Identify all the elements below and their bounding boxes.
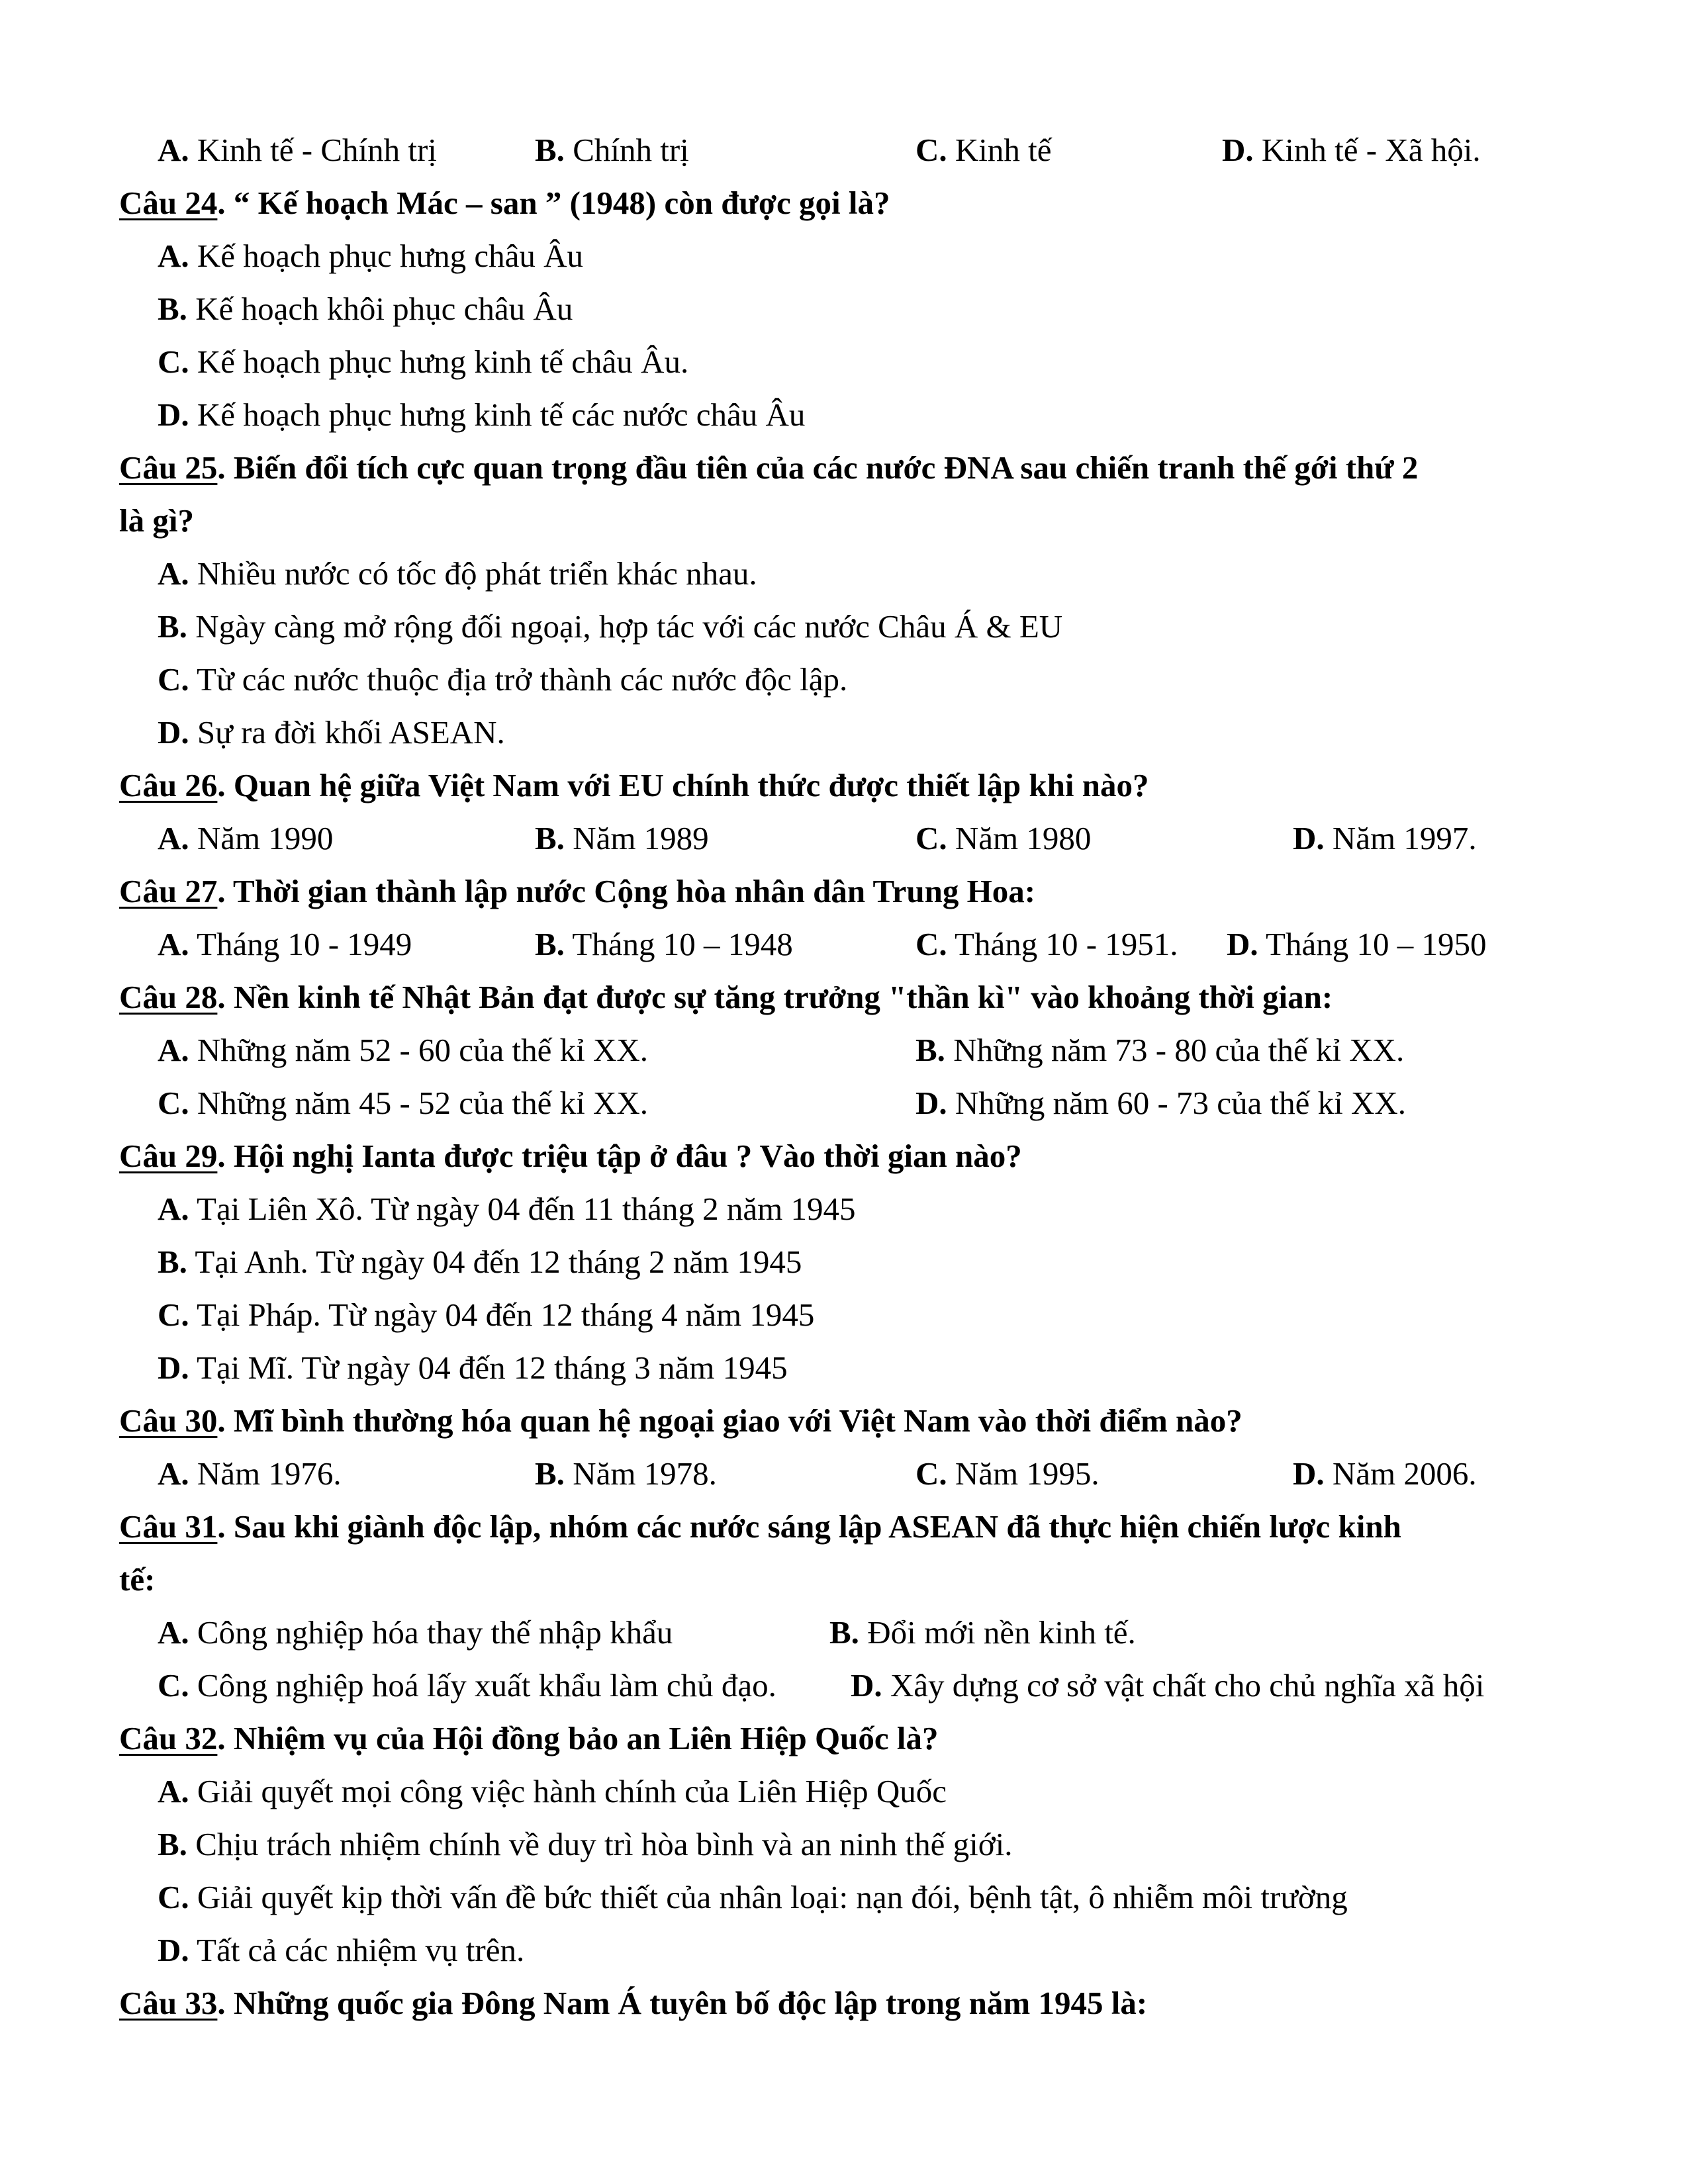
q29-option-a: A. Tại Liên Xô. Từ ngày 04 đến 11 tháng 2 năm 1945 bbox=[158, 1191, 856, 1227]
q31-option-d: D. Xây dựng cơ sở vật chất cho chủ nghĩa xã hội bbox=[851, 1667, 1485, 1704]
q28-option-b: B. Những năm 73 - 80 của thế kỉ XX. bbox=[915, 1032, 1405, 1068]
q27-number: Câu 27 bbox=[119, 873, 218, 909]
q23-option-a: A. Kinh tế - Chính trị bbox=[158, 132, 437, 168]
q25-option-d: D. Sự ra đời khối ASEAN. bbox=[158, 714, 505, 751]
q30-options bbox=[0, 1455, 1688, 1508]
q30-option-b: B. Năm 1978. bbox=[535, 1455, 717, 1492]
q28-number: Câu 28 bbox=[119, 979, 218, 1015]
q27-options bbox=[0, 925, 1688, 978]
q33-number: Câu 33 bbox=[119, 1985, 218, 2021]
q31-options-row1 bbox=[0, 1614, 1688, 1666]
q24-question: Câu 24. “ Kế hoạch Mác – san ” (1948) còn được gọi là? bbox=[119, 185, 890, 221]
q28-option-a: A. Những năm 52 - 60 của thế kỉ XX. bbox=[158, 1032, 649, 1068]
q26-options bbox=[0, 819, 1688, 872]
q32-option-d: D. Tất cả các nhiệm vụ trên. bbox=[158, 1932, 525, 1968]
q32-question: Câu 32. Nhiệm vụ của Hội đồng bảo an Liên Hiệp Quốc là? bbox=[119, 1720, 939, 1756]
q31-option-c: C. Công nghiệp hoá lấy xuất khẩu làm chủ đạo. bbox=[158, 1667, 776, 1704]
q23-option-d: D. Kinh tế - Xã hội. bbox=[1222, 132, 1481, 168]
q31-question: Câu 31. Sau khi giành độc lập, nhóm các nước sáng lập ASEAN đã thực hiện chiến lược kinh bbox=[119, 1508, 1401, 1545]
q30-option-c: C. Năm 1995. bbox=[915, 1455, 1100, 1492]
q24-option-d: D. Kế hoạch phục hưng kinh tế các nước châu Âu bbox=[158, 396, 806, 433]
q25-question-cont: là gì? bbox=[119, 502, 194, 539]
q32-number: Câu 32 bbox=[119, 1720, 218, 1756]
q24-number: Câu 24 bbox=[119, 185, 218, 221]
q31-option-a: A. Công nghiệp hóa thay thế nhập khẩu bbox=[158, 1614, 673, 1651]
q32-option-a: A. Giải quyết mọi công việc hành chính của Liên Hiệp Quốc bbox=[158, 1773, 947, 1809]
q31-question-cont: tế: bbox=[119, 1561, 156, 1598]
q28-option-c: C. Những năm 45 - 52 của thế kỉ XX. bbox=[158, 1085, 649, 1121]
q30-option-d: D. Năm 2006. bbox=[1293, 1455, 1477, 1492]
q31-options-row2 bbox=[0, 1666, 1688, 1719]
q25-option-a: A. Nhiều nước có tốc độ phát triển khác nhau. bbox=[158, 555, 757, 592]
q32-option-c: C. Giải quyết kịp thời vấn đề bức thiết của nhân loại: nạn đói, bệnh tật, ô nhiễm môi trường bbox=[158, 1879, 1348, 1915]
q30-number: Câu 30 bbox=[119, 1402, 218, 1439]
q26-number: Câu 26 bbox=[119, 767, 218, 803]
q24-option-a: A. Kế hoạch phục hưng châu Âu bbox=[158, 238, 583, 274]
q28-options-row2 bbox=[0, 1084, 1688, 1137]
q26-option-c: C. Năm 1980 bbox=[915, 820, 1092, 856]
q23-options bbox=[0, 131, 1688, 184]
q27-option-c: C. Tháng 10 - 1951. bbox=[915, 926, 1178, 962]
q30-question: Câu 30. Mĩ bình thường hóa quan hệ ngoại giao với Việt Nam vào thời điểm nào? bbox=[119, 1402, 1243, 1439]
q24-option-b: B. Kế hoạch khôi phục châu Âu bbox=[158, 291, 573, 327]
q27-option-b: B. Tháng 10 – 1948 bbox=[535, 926, 793, 962]
q31-number: Câu 31 bbox=[119, 1508, 218, 1545]
q28-options-row1 bbox=[0, 1031, 1688, 1084]
q24-option-c: C. Kế hoạch phục hưng kinh tế châu Âu. bbox=[158, 343, 689, 380]
q25-option-c: C. Từ các nước thuộc địa trở thành các nước độc lập. bbox=[158, 661, 848, 698]
q30-option-a: A. Năm 1976. bbox=[158, 1455, 342, 1492]
q27-question: Câu 27. Thời gian thành lập nước Cộng hòa nhân dân Trung Hoa: bbox=[119, 873, 1036, 909]
q23-option-b: B. Chính trị bbox=[535, 132, 689, 168]
q33-question: Câu 33. Những quốc gia Đông Nam Á tuyên bố độc lập trong năm 1945 là: bbox=[119, 1985, 1148, 2021]
q27-option-d: D. Tháng 10 – 1950 bbox=[1227, 926, 1487, 962]
q32-option-b: B. Chịu trách nhiệm chính về duy trì hòa bình và an ninh thế giới. bbox=[158, 1826, 1013, 1862]
q27-option-a: A. Tháng 10 - 1949 bbox=[158, 926, 412, 962]
q28-option-d: D. Những năm 60 - 73 của thế kỉ XX. bbox=[915, 1085, 1407, 1121]
q28-question: Câu 28. Nền kinh tế Nhật Bản đạt được sự tăng trưởng "thần kì" vào khoảng thời gian: bbox=[119, 979, 1333, 1015]
q29-question: Câu 29. Hội nghị Ianta được triệu tập ở đâu ? Vào thời gian nào? bbox=[119, 1138, 1022, 1174]
q23-option-c: C. Kinh tế bbox=[915, 132, 1052, 168]
q29-option-b: B. Tại Anh. Từ ngày 04 đến 12 tháng 2 năm 1945 bbox=[158, 1244, 802, 1280]
q26-question: Câu 26. Quan hệ giữa Việt Nam với EU chính thức được thiết lập khi nào? bbox=[119, 767, 1149, 803]
q25-option-b: B. Ngày càng mở rộng đối ngoại, hợp tác với các nước Châu Á & EU bbox=[158, 608, 1063, 645]
q26-option-a: A. Năm 1990 bbox=[158, 820, 334, 856]
q29-option-d: D. Tại Mĩ. Từ ngày 04 đến 12 tháng 3 năm 1945 bbox=[158, 1349, 788, 1386]
q25-number: Câu 25 bbox=[119, 449, 218, 486]
q26-option-b: B. Năm 1989 bbox=[535, 820, 709, 856]
q31-option-b: B. Đổi mới nền kinh tế. bbox=[829, 1614, 1136, 1651]
q29-option-c: C. Tại Pháp. Từ ngày 04 đến 12 tháng 4 năm 1945 bbox=[158, 1297, 815, 1333]
q26-option-d: D. Năm 1997. bbox=[1293, 820, 1477, 856]
q25-question: Câu 25. Biến đổi tích cực quan trọng đầu tiên của các nước ĐNA sau chiến tranh thế gới thứ 2 bbox=[119, 449, 1419, 486]
q29-number: Câu 29 bbox=[119, 1138, 218, 1174]
